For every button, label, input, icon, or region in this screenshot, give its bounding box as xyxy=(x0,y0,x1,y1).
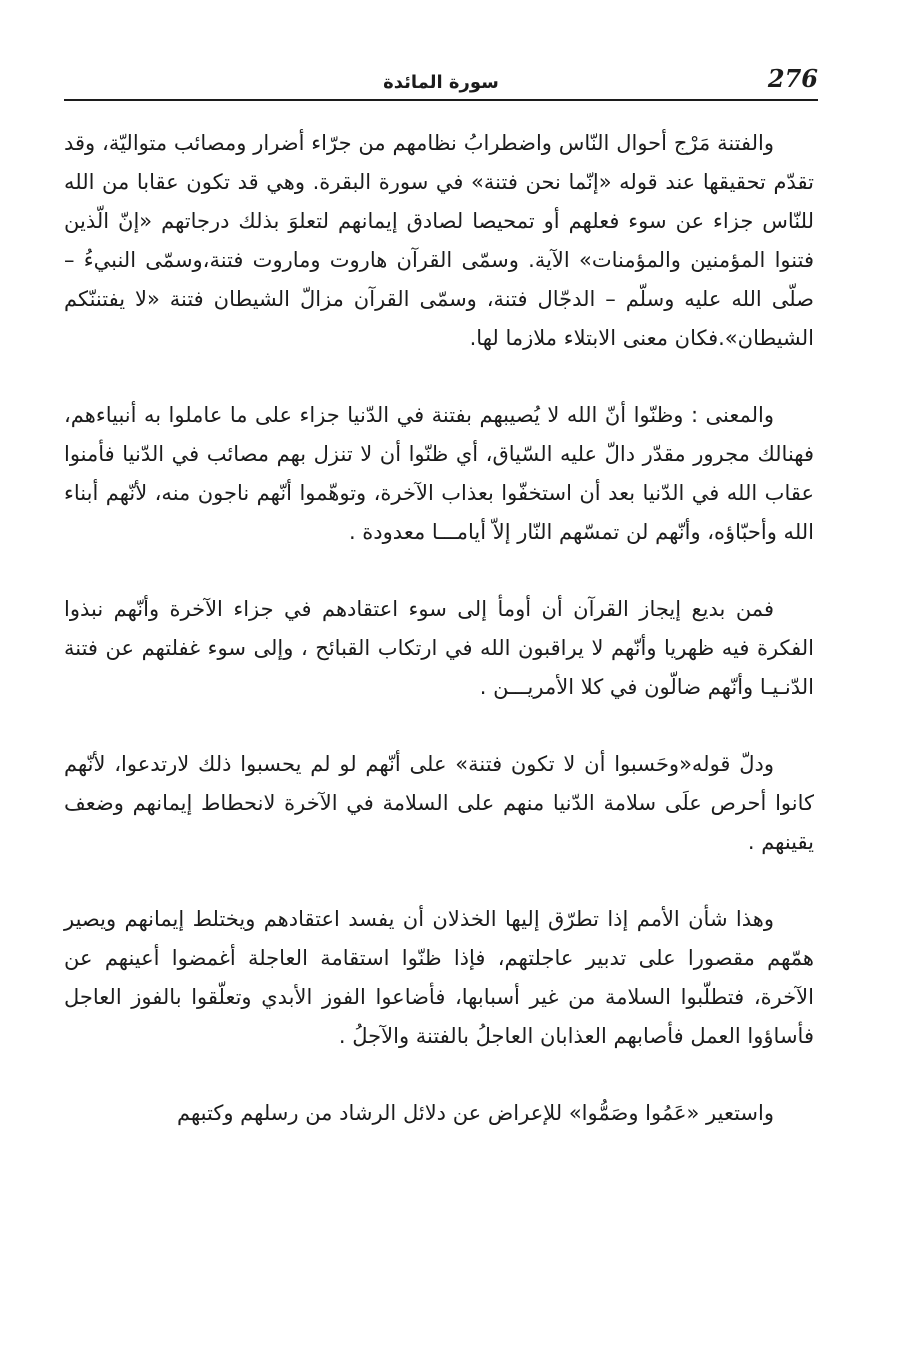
paragraph: فمن بديع إيجاز القرآن أن أومأ إلى سوء اعتقادهم في جزاء الآخرة وأنّهم نبذوا الفكرة فيه ظهريا وأنّهم لا يراقبون الله في ارتكاب القبائح ، وإلى سوء غفلتهم عن فتنة الدّنـيـا وأنّهم ضالّون في كلا الأمريـــن . xyxy=(64,597,814,699)
surah-title: سورة المائدة xyxy=(383,72,499,93)
page-body xyxy=(64,124,814,1171)
paragraph: واستعير «عَمُوا وصَمُّوا» للإعراض عن دلائل الرشاد من رسلهم وكتبهم xyxy=(177,1101,774,1125)
paragraph: وهذا شأن الأمم إذا تطرّق إليها الخذلان أن يفسد اعتقادهم ويختلط إيمانهم ويصير همّهم مقصورا على تدبير عاجلتهم، فإذا ظنّوا استقامة العاجلة أغمضوا أعينهم عن الآخرة، فتطلّبوا السلامة من غير أسبابها، فأضاعوا الفوز الأبدي وتعلّقوا بالفوز العاجل فأساؤوا العمل فأصابهم العذابان العاجلُ بالفتنة والآجلُ . xyxy=(64,907,814,1048)
paragraph: والمعنى : وظنّوا أنّ الله لا يُصيبهم بفتنة في الدّنيا جزاء على ما عاملوا به أنبياءهم، فهنالك مجرور مقدّر دالّ عليه السّياق، أي ظنّوا أن لا تنزل بهم مصائب في الدّنيا فأمنوا عقاب الله في الدّنيا بعد أن استخفّوا بعذاب الآخرة، وتوهّموا أنّهم ناجون منه، لأنّهم أبناء الله وأحبّاؤه، وأنّهم لن تمسّهم النّار إلاّ أيامـــا معدودة . xyxy=(64,403,814,544)
paragraph: والفتنة مَرْج أحوال النّاس واضطرابُ نظامهم من جرّاء أضرار ومصائب متواليّة، وقد تقدّم تحقيقها عند قوله «إنّما نحن فتنة» في سورة البقرة. وهي قد تكون عقابا من الله للنّاس جزاء عن سوء فعلهم أو تمحيصا لصادق إيمانهم لتعلوَ بذلك درجاتهم «إنّ الّذين فتنوا المؤمنين والمؤمنات» الآية. وسمّى القرآن هاروت وماروت فتنة،وسمّى النبيءُ – صلّى الله عليه وسلّم – الدجّال فتنة، وسمّى القرآن مزالّ الشيطان فتنة «لا يفتننّكم الشيطان».فكان معنى الابتلاء ملازما لها. xyxy=(64,131,814,350)
page-number: 276 xyxy=(767,64,818,93)
page-header xyxy=(64,62,818,98)
paragraph: ودلّ قوله«وحَسبوا أن لا تكون فتنة» على أنّهم لو لم يحسبوا ذلك لارتدعوا، لأنّهم كانوا أحرص علَى سلامة الدّنيا منهم على السلامة في الآخرة لانحطاط إيمانهم وضعف يقينهم . xyxy=(64,752,814,854)
header-divider xyxy=(64,99,818,101)
